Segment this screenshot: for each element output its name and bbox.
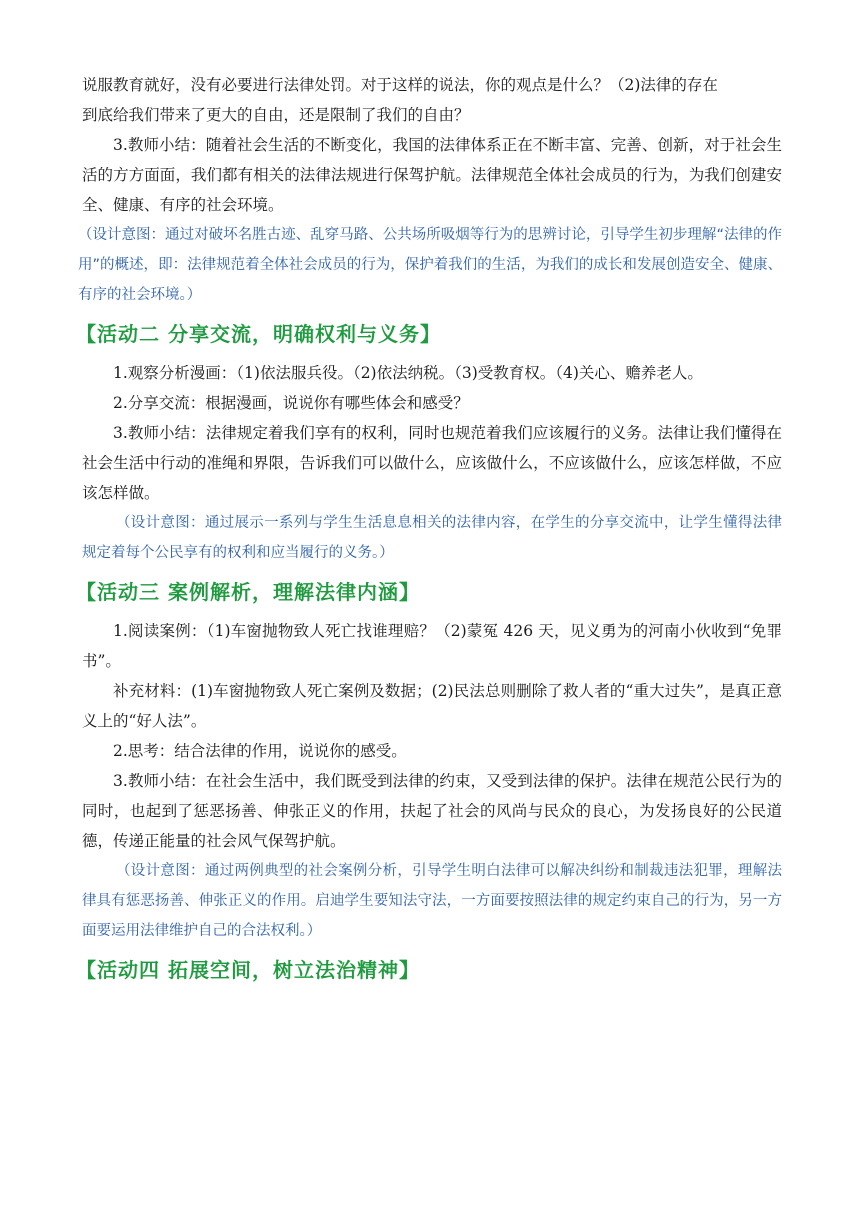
activity-two-item-3: 3.教师小结：法律规定着我们享有的权利，同时也规范着我们应该履行的义务。法律让我们懂得在社会生活中行动的准绳和界限，告诉我们可以做什么，应该做什么，不应该做什么，应该怎样做，不应该怎样做。 [82,424,782,502]
paragraph-continued-line2: 到底给我们带来了更大的自由，还是限制了我们的自由？ [82,106,470,124]
activity-three-item-2: 2.思考：结合法律的作用，说说你的感受。 [113,742,407,760]
paragraph-continued-line1: 说服教育就好，没有必要进行法律处罚。对于这样的说法，你的观点是什么？（2)法律的存在 [82,76,718,94]
teacher-summary-1: 3.教师小结：随着社会生活的不断变化，我国的法律体系正在不断丰富、完善、创新，对于社会生活的方方面面，我们都有相关的法律法规进行保驾护航。法律规范全体社会成员的行为，为我们创建安全、健康、有序的社会环境。 [82,136,782,214]
design-intent-2: （设计意图：通过展示一系列与学生生活息息相关的法律内容，在学生的分享交流中，让学生懂得法律规定着每个公民享有的权利和应当履行的义务。） [82,515,782,561]
activity-three-supplement: 补充材料：(1)车窗抛物致人死亡案例及数据；(2)民法总则删除了救人者的“重大过失”，是真正意义上的“好人法”。 [82,682,782,730]
design-intent-3: （设计意图：通过两例典型的社会案例分析，引导学生明白法律可以解决纠纷和制裁违法犯罪，理解法律具有惩恶扬善、伸张正义的作用。启迪学生要知法守法，一方面要按照法律的规定约束自己的行为，另一方面要运用法律维护自己的合法权利。） [82,863,782,939]
activity-two-item-2: 2.分享交流：根据漫画，说说你有哪些体会和感受？ [113,394,469,412]
activity-two-item-1: 1.观察分析漫画：（1)依法服兵役。（2)依法纳税。（3)受教育权。（4)关心、赡养老人。 [113,364,703,382]
activity-four-heading: 【活动四 拓展空间，树立法治精神】 [76,958,420,982]
design-intent-1: （设计意图：通过对破坏名胜古迹、乱穿马路、公共场所吸烟等行为的思辨讨论，引导学生初步理解“法律的作用”的概述，即：法律规范着全体社会成员的行为，保护着我们的生活，为我们的成长和发展创造安全、健康、有序的社会环境。） [78,227,782,303]
activity-three-item-1: 1.阅读案例：（1)车窗抛物致人死亡找谁理赔？（2)蒙冤 426 天，见义勇为的河南小伙收到“免罪书”。 [82,622,782,670]
document-body [76,70,782,994]
activity-two-heading: 【活动二 分享交流，明确权利与义务】 [76,322,441,346]
activity-three-heading: 【活动三 案例解析，理解法律内涵】 [76,580,420,604]
activity-three-item-3: 3.教师小结：在社会生活中，我们既受到法律的约束，又受到法律的保护。法律在规范公民行为的同时，也起到了惩恶扬善、伸张正义的作用，扶起了社会的风尚与民众的良心，为发扬良好的公民道德，传递正能量的社会风气保驾护航。 [82,772,782,850]
